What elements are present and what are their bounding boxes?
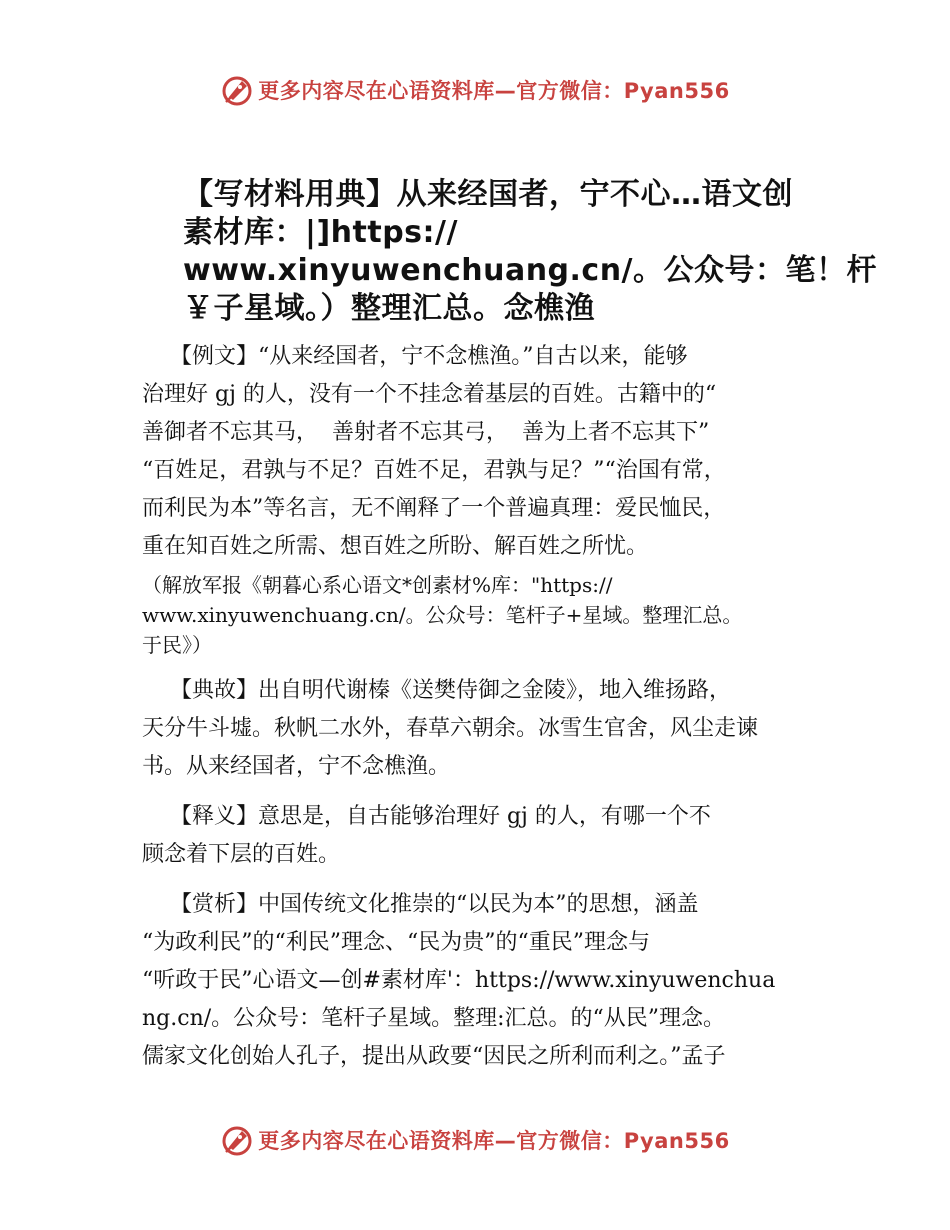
title-line: www.xinyuwenchuang.cn/。公众号：笔！杆 [183,253,878,288]
title-line: 【写材料用典】从来经国者，宁不心…语文创 [183,177,793,212]
title-line: 素材库：|]https:// [183,215,458,250]
text-line: 儒家文化创始人孔子，提出从政要“因民之所利而利之。”孟子 [142,1044,726,1069]
text-line: “听政于民”心语文—创#素材库'：https://www.xinyuwenchua [142,968,776,993]
text-line: 顾念着下层的百姓。 [142,842,341,867]
text-line: （解放军报《朝暮心系心语文*创素材%库："https:// [142,573,613,597]
text-line: 治理好 gj 的人，没有一个不挂念着基层的百姓。古籍中的“ [142,382,717,407]
pen-nib-circle-icon [220,73,254,107]
footer-watermark-text: 更多内容尽在心语资料库—官方微信：Pyan556 [258,1129,730,1153]
meaning-paragraph [142,798,822,874]
allusion-paragraph [142,672,822,786]
text-line: 书。从来经国者，宁不念樵渔。 [142,754,451,779]
text-line: “为政利民”的“利民”理念、“民为贵”的“重民”理念与 [142,930,650,955]
analysis-paragraph [142,886,822,1076]
source-note [142,570,822,660]
text-line: 天分牛斗墟。秋帆二水外，春草六朝余。冰雪生官舍，风尘走谏 [142,716,759,741]
text-line: ng.cn/。公众号：笔杆子星域。整理:汇总。的“从民”理念。 [142,1006,726,1031]
text-line: 于民》） [142,633,212,657]
text-line: 重在知百姓之所需、想百姓之所盼、解百姓之所忧。 [142,534,649,559]
article-body [142,338,822,1076]
text-line: 【赏析】中国传统文化推崇的“以民为本”的思想，涵盖 [142,892,699,917]
example-paragraph [142,338,822,566]
text-line: www.xinyuwenchuang.cn/。公众号：笔杆子+星域。整理汇总。 [142,603,743,627]
text-line: “百姓足，君孰与不足？百姓不足，君孰与足？”“治国有常， [142,458,726,483]
title-line: ￥子星域。）整理汇总。念樵渔 [183,291,595,326]
page-title [183,176,878,328]
header-watermark-text: 更多内容尽在心语资料库—官方微信：Pyan556 [258,79,730,103]
header-watermark [0,68,950,112]
footer-watermark [0,1118,950,1162]
text-line: 善御者不忘其马， 善射者不忘其弓， 善为上者不忘其下” [142,420,710,445]
pen-nib-circle-icon [220,1123,254,1157]
text-line: 【释义】意思是，自古能够治理好 gj 的人，有哪一个不 [142,804,711,829]
text-line: 【典故】出自明代谢榛《送樊侍御之金陵》，地入维扬路， [142,678,731,703]
text-line: 【例文】“从来经国者，宁不念樵渔。”自古以来，能够 [142,344,688,369]
text-line: 而利民为本”等名言，无不阐释了一个普遍真理：爱民恤民， [142,496,726,521]
